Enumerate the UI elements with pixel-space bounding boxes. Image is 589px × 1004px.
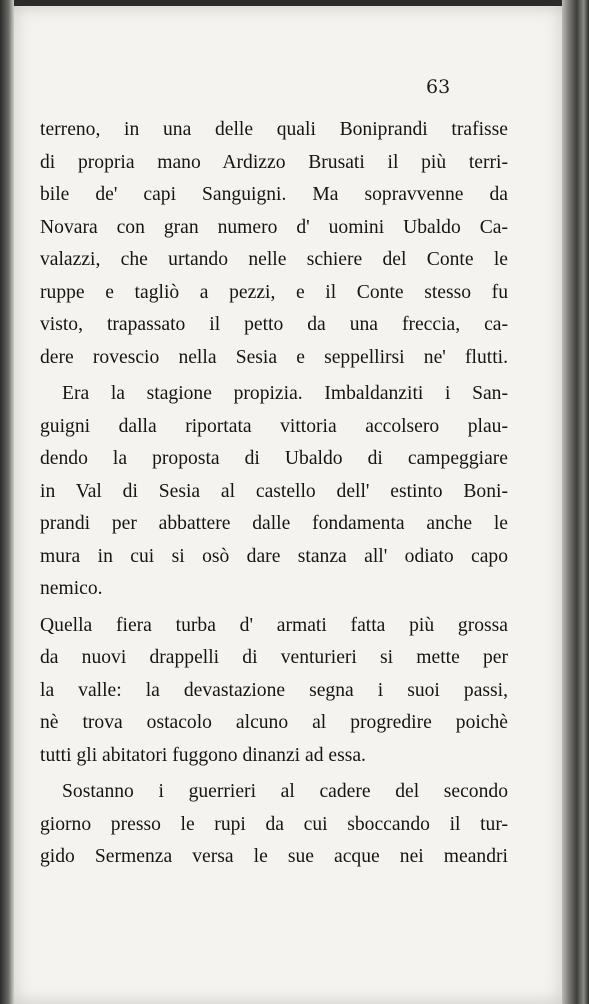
book-page	[14, 6, 562, 1004]
text-line: Quella fiera turba d' armati fatta più grossa	[40, 614, 508, 636]
text-line: dere rovescio nella Sesia e seppellirsi ne' flutti.	[40, 346, 508, 368]
text-line: mura in cui si osò dare stanza all' odiato capo	[40, 545, 508, 567]
paragraph-3	[40, 610, 508, 773]
text-line: gido Sermenza versa le sue acque nei meandri	[40, 846, 508, 867]
paragraph-1	[40, 114, 508, 374]
paragraph-4	[40, 776, 508, 874]
text-line: dendo la proposta di Ubaldo di campeggiare	[40, 448, 508, 469]
book-page-stack-right	[562, 0, 589, 1004]
text-line: di propria mano Ardizzo Brusati il più terri-	[40, 151, 508, 173]
text-line: da nuovi drappelli di venturieri si mette per	[40, 647, 508, 668]
text-line: valazzi, che urtando nelle schiere del Conte le	[40, 249, 508, 270]
text-line: nemico.	[40, 578, 103, 599]
text-line: bile de' capi Sanguigni. Ma sopravvenne da	[40, 184, 508, 205]
text-line: nè trova ostacolo alcuno al progredire poichè	[40, 712, 508, 733]
text-line: giorno presso le rupi da cui sboccando il tur-	[40, 813, 508, 835]
body-text	[40, 114, 508, 878]
text-line: Novara con gran numero d' uomini Ubaldo Ca-	[40, 216, 508, 238]
text-line: la valle: la devastazione segna i suoi passi,	[40, 679, 508, 701]
text-line: Era la stagione propizia. Imbaldanziti i San-	[62, 383, 508, 404]
text-line: visto, trapassato il petto da una freccia, ca-	[40, 314, 508, 335]
page-number: 63	[426, 76, 451, 98]
text-line: Sostanno i guerrieri al cadere del secondo	[62, 781, 508, 802]
text-line: ruppe e tagliò a pezzi, e il Conte stesso fu	[40, 281, 508, 303]
text-line: prandi per abbattere dalle fondamenta anche le	[40, 513, 508, 534]
text-line: terreno, in una delle quali Boniprandi trafisse	[40, 119, 508, 140]
book-gutter-left	[0, 0, 14, 1004]
text-line: tutti gli abitatori fuggono dinanzi ad essa.	[40, 744, 366, 766]
text-line: guigni dalla riportata vittoria accolsero plau-	[40, 415, 508, 437]
text-line: in Val di Sesia al castello dell' estinto Boni-	[40, 480, 508, 502]
paragraph-2	[40, 378, 508, 606]
